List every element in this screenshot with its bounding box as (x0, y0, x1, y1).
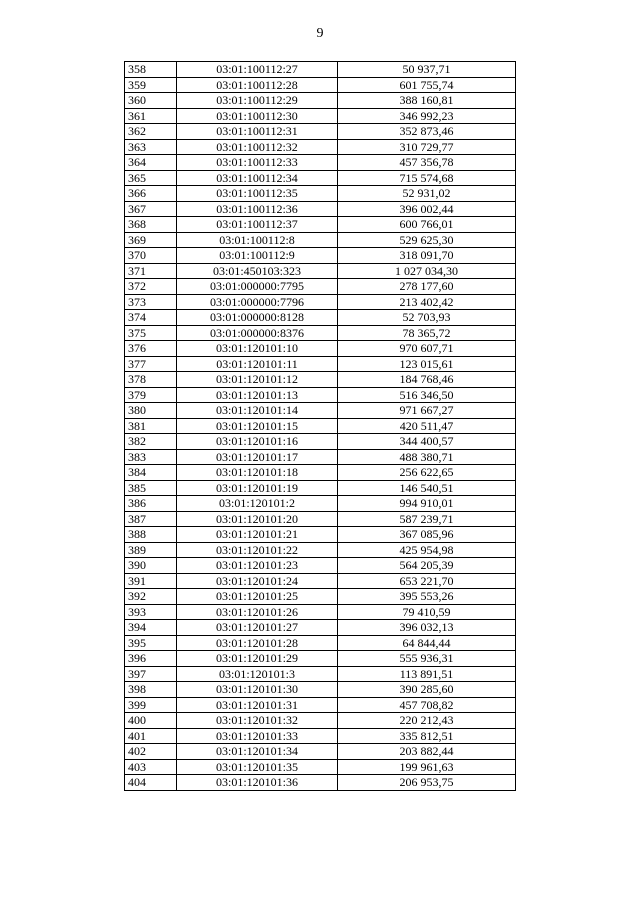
row-number-cell: 365 (125, 170, 177, 186)
cadastral-value-table (124, 61, 516, 791)
cadastral-number-cell: 03:01:000000:8128 (177, 310, 338, 326)
table-row (125, 325, 516, 341)
table-row (125, 279, 516, 295)
table-row (125, 77, 516, 93)
cadastral-number-cell: 03:01:000000:7795 (177, 279, 338, 295)
cadastral-number-cell: 03:01:120101:25 (177, 589, 338, 605)
value-cell: 310 729,77 (338, 139, 516, 155)
value-cell: 529 625,30 (338, 232, 516, 248)
value-cell: 335 812,51 (338, 728, 516, 744)
row-number-cell: 376 (125, 341, 177, 357)
value-cell: 220 212,43 (338, 713, 516, 729)
value-cell: 213 402,42 (338, 294, 516, 310)
cadastral-number-cell: 03:01:100112:37 (177, 217, 338, 233)
row-number-cell: 366 (125, 186, 177, 202)
table-row (125, 232, 516, 248)
row-number-cell: 378 (125, 372, 177, 388)
table-row (125, 124, 516, 140)
table-row (125, 186, 516, 202)
row-number-cell: 391 (125, 573, 177, 589)
cadastral-number-cell: 03:01:100112:28 (177, 77, 338, 93)
row-number-cell: 385 (125, 480, 177, 496)
value-cell: 715 574,68 (338, 170, 516, 186)
cadastral-number-cell: 03:01:100112:9 (177, 248, 338, 264)
table-row (125, 341, 516, 357)
row-number-cell: 398 (125, 682, 177, 698)
table-row (125, 682, 516, 698)
table-row (125, 666, 516, 682)
table-row (125, 449, 516, 465)
row-number-cell: 404 (125, 775, 177, 791)
row-number-cell: 401 (125, 728, 177, 744)
cadastral-number-cell: 03:01:120101:33 (177, 728, 338, 744)
row-number-cell: 363 (125, 139, 177, 155)
page-number: 9 (316, 26, 324, 41)
cadastral-number-cell: 03:01:120101:12 (177, 372, 338, 388)
value-cell: 457 708,82 (338, 697, 516, 713)
row-number-cell: 374 (125, 310, 177, 326)
row-number-cell: 372 (125, 279, 177, 295)
cadastral-number-cell: 03:01:120101:36 (177, 775, 338, 791)
row-number-cell: 386 (125, 496, 177, 512)
value-cell: 78 365,72 (338, 325, 516, 341)
cadastral-number-cell: 03:01:120101:24 (177, 573, 338, 589)
value-cell: 587 239,71 (338, 511, 516, 527)
cadastral-number-cell: 03:01:120101:22 (177, 542, 338, 558)
value-cell: 352 873,46 (338, 124, 516, 140)
table-row (125, 558, 516, 574)
cadastral-number-cell: 03:01:120101:34 (177, 744, 338, 760)
row-number-cell: 393 (125, 604, 177, 620)
table-row (125, 604, 516, 620)
cadastral-number-cell: 03:01:100112:27 (177, 62, 338, 78)
value-cell: 113 891,51 (338, 666, 516, 682)
cadastral-number-cell: 03:01:120101:18 (177, 465, 338, 481)
cadastral-number-cell: 03:01:120101:23 (177, 558, 338, 574)
cadastral-number-cell: 03:01:120101:3 (177, 666, 338, 682)
value-cell: 516 346,50 (338, 387, 516, 403)
table-row (125, 496, 516, 512)
cadastral-number-cell: 03:01:100112:8 (177, 232, 338, 248)
table-row (125, 635, 516, 651)
table-row (125, 573, 516, 589)
cadastral-number-cell: 03:01:120101:19 (177, 480, 338, 496)
value-cell: 457 356,78 (338, 155, 516, 171)
table-row (125, 139, 516, 155)
table-row (125, 511, 516, 527)
row-number-cell: 371 (125, 263, 177, 279)
table-row (125, 93, 516, 109)
cadastral-number-cell: 03:01:120101:15 (177, 418, 338, 434)
table-row (125, 372, 516, 388)
value-cell: 395 553,26 (338, 589, 516, 605)
row-number-cell: 359 (125, 77, 177, 93)
table-row (125, 434, 516, 450)
table-row (125, 620, 516, 636)
table-row (125, 713, 516, 729)
row-number-cell: 396 (125, 651, 177, 667)
row-number-cell: 364 (125, 155, 177, 171)
cadastral-number-cell: 03:01:120101:28 (177, 635, 338, 651)
table-row (125, 217, 516, 233)
table-row (125, 759, 516, 775)
row-number-cell: 395 (125, 635, 177, 651)
row-number-cell: 383 (125, 449, 177, 465)
value-cell: 199 961,63 (338, 759, 516, 775)
table-row (125, 155, 516, 171)
table-row (125, 728, 516, 744)
cadastral-number-cell: 03:01:120101:13 (177, 387, 338, 403)
value-cell: 256 622,65 (338, 465, 516, 481)
table-row (125, 542, 516, 558)
value-cell: 1 027 034,30 (338, 263, 516, 279)
value-cell: 52 931,02 (338, 186, 516, 202)
cadastral-number-cell: 03:01:120101:11 (177, 356, 338, 372)
table-row (125, 589, 516, 605)
row-number-cell: 375 (125, 325, 177, 341)
value-cell: 346 992,23 (338, 108, 516, 124)
value-cell: 123 015,61 (338, 356, 516, 372)
cadastral-number-cell: 03:01:100112:36 (177, 201, 338, 217)
row-number-cell: 377 (125, 356, 177, 372)
value-cell: 971 667,27 (338, 403, 516, 419)
cadastral-number-cell: 03:01:120101:26 (177, 604, 338, 620)
table-row (125, 465, 516, 481)
row-number-cell: 382 (125, 434, 177, 450)
value-cell: 564 205,39 (338, 558, 516, 574)
cadastral-number-cell: 03:01:100112:31 (177, 124, 338, 140)
cadastral-number-cell: 03:01:100112:32 (177, 139, 338, 155)
value-cell: 970 607,71 (338, 341, 516, 357)
row-number-cell: 360 (125, 93, 177, 109)
table-row (125, 170, 516, 186)
row-number-cell: 392 (125, 589, 177, 605)
value-cell: 206 953,75 (338, 775, 516, 791)
table-row (125, 403, 516, 419)
value-cell: 420 511,47 (338, 418, 516, 434)
value-cell: 203 882,44 (338, 744, 516, 760)
row-number-cell: 368 (125, 217, 177, 233)
table-row (125, 480, 516, 496)
cadastral-number-cell: 03:01:120101:35 (177, 759, 338, 775)
cadastral-number-cell: 03:01:120101:16 (177, 434, 338, 450)
table-row (125, 697, 516, 713)
table-row (125, 744, 516, 760)
row-number-cell: 367 (125, 201, 177, 217)
value-cell: 396 032,13 (338, 620, 516, 636)
row-number-cell: 380 (125, 403, 177, 419)
table-row (125, 263, 516, 279)
cadastral-number-cell: 03:01:100112:35 (177, 186, 338, 202)
cadastral-number-cell: 03:01:120101:27 (177, 620, 338, 636)
value-cell: 52 703,93 (338, 310, 516, 326)
row-number-cell: 388 (125, 527, 177, 543)
table-row (125, 310, 516, 326)
table-row (125, 248, 516, 264)
cadastral-number-cell: 03:01:120101:20 (177, 511, 338, 527)
cadastral-number-cell: 03:01:450103:323 (177, 263, 338, 279)
row-number-cell: 369 (125, 232, 177, 248)
cadastral-number-cell: 03:01:120101:10 (177, 341, 338, 357)
table-row (125, 108, 516, 124)
value-cell: 64 844,44 (338, 635, 516, 651)
cadastral-number-cell: 03:01:100112:33 (177, 155, 338, 171)
row-number-cell: 373 (125, 294, 177, 310)
row-number-cell: 390 (125, 558, 177, 574)
cadastral-number-cell: 03:01:120101:17 (177, 449, 338, 465)
value-cell: 184 768,46 (338, 372, 516, 388)
row-number-cell: 402 (125, 744, 177, 760)
cadastral-number-cell: 03:01:100112:34 (177, 170, 338, 186)
row-number-cell: 379 (125, 387, 177, 403)
table-row (125, 201, 516, 217)
table-row (125, 651, 516, 667)
value-cell: 318 091,70 (338, 248, 516, 264)
value-cell: 653 221,70 (338, 573, 516, 589)
table-body (125, 62, 516, 791)
cadastral-number-cell: 03:01:120101:32 (177, 713, 338, 729)
row-number-cell: 361 (125, 108, 177, 124)
table-row (125, 527, 516, 543)
cadastral-number-cell: 03:01:120101:31 (177, 697, 338, 713)
row-number-cell: 381 (125, 418, 177, 434)
value-cell: 390 285,60 (338, 682, 516, 698)
row-number-cell: 399 (125, 697, 177, 713)
row-number-cell: 384 (125, 465, 177, 481)
value-cell: 425 954,98 (338, 542, 516, 558)
row-number-cell: 358 (125, 62, 177, 78)
cadastral-number-cell: 03:01:120101:30 (177, 682, 338, 698)
value-cell: 79 410,59 (338, 604, 516, 620)
row-number-cell: 403 (125, 759, 177, 775)
cadastral-number-cell: 03:01:120101:14 (177, 403, 338, 419)
value-cell: 396 002,44 (338, 201, 516, 217)
value-cell: 344 400,57 (338, 434, 516, 450)
table-row (125, 387, 516, 403)
cadastral-number-cell: 03:01:120101:29 (177, 651, 338, 667)
table-row (125, 356, 516, 372)
row-number-cell: 362 (125, 124, 177, 140)
table-row (125, 775, 516, 791)
value-cell: 50 937,71 (338, 62, 516, 78)
value-cell: 367 085,96 (338, 527, 516, 543)
value-cell: 601 755,74 (338, 77, 516, 93)
row-number-cell: 394 (125, 620, 177, 636)
cadastral-number-cell: 03:01:100112:29 (177, 93, 338, 109)
cadastral-number-cell: 03:01:000000:8376 (177, 325, 338, 341)
value-cell: 600 766,01 (338, 217, 516, 233)
value-cell: 555 936,31 (338, 651, 516, 667)
row-number-cell: 387 (125, 511, 177, 527)
row-number-cell: 397 (125, 666, 177, 682)
table-row (125, 418, 516, 434)
row-number-cell: 370 (125, 248, 177, 264)
cadastral-number-cell: 03:01:120101:2 (177, 496, 338, 512)
cadastral-number-cell: 03:01:100112:30 (177, 108, 338, 124)
value-cell: 146 540,51 (338, 480, 516, 496)
value-cell: 994 910,01 (338, 496, 516, 512)
row-number-cell: 400 (125, 713, 177, 729)
row-number-cell: 389 (125, 542, 177, 558)
table-row (125, 294, 516, 310)
cadastral-number-cell: 03:01:000000:7796 (177, 294, 338, 310)
table-row (125, 62, 516, 78)
cadastral-number-cell: 03:01:120101:21 (177, 527, 338, 543)
value-cell: 278 177,60 (338, 279, 516, 295)
value-cell: 388 160,81 (338, 93, 516, 109)
value-cell: 488 380,71 (338, 449, 516, 465)
